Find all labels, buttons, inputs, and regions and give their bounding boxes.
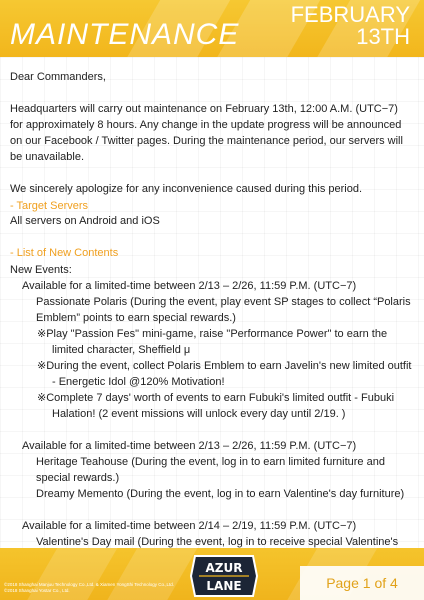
event2-period: Available for a limited-time between 2/13 – 2/26, 11:59 P.M. (UTC−7) <box>22 440 357 452</box>
target-servers-text: All servers on Android and iOS <box>10 215 160 227</box>
header-banner <box>0 0 424 57</box>
azur-lane-logo <box>189 554 259 598</box>
note-text: ※During the event, collect Polaris Emblem to earn Javelin's new limited outfit - Energetic Idol @120% Motivation! <box>37 360 412 388</box>
event1-period: Available for a limited-time between 2/13 – 2/26, 11:59 P.M. (UTC−7) <box>22 280 357 292</box>
date-month: FEBRUARY <box>290 2 410 27</box>
date-day: 13TH <box>356 24 410 49</box>
maintenance-paragraph: Headquarters will carry out maintenance on February 13th, 12:00 A.M. (UTC−7) for approximately 8 hours. Any change in the update progress will be announced on our Facebook / Twitter pages. During the maintenance period, our servers will be unavailable. <box>10 103 403 163</box>
new-contents-heading: - List of New Contents <box>10 247 119 259</box>
event3-period: Available for a limited-time between 2/14 – 2/19, 11:59 P.M. (UTC−7) <box>22 520 357 532</box>
new-events-label: New Events: <box>10 264 72 276</box>
copyright-line: ©2018 Shanghai Yostar Co., Ltd. <box>4 588 70 593</box>
note-text: ※Play "Passion Fes" mini-game, raise "Performance Power" to earn the limited character, Sheffield μ <box>37 328 388 356</box>
maintenance-date <box>290 4 410 48</box>
event1-note-minigame <box>37 326 414 358</box>
page-indicator <box>300 566 424 600</box>
page-indicator-text: Page 1 of 4 <box>326 575 398 591</box>
apology-paragraph: We sincerely apologize for any inconvenience caused during this period. <box>10 183 363 195</box>
note-text: ※Complete 7 days' worth of events to earn Fubuki's limited outfit - Fubuki Halation! (2 event missions will unlock every day until 2/19. ) <box>37 392 395 420</box>
event2-heritage-teahouse: Heritage Teahouse (During the event, log in to earn limited furniture and special rewards.) <box>36 456 385 484</box>
event1-note-fubuki <box>37 390 414 422</box>
copyright-notice <box>4 582 184 594</box>
event1-note-javelin <box>37 358 414 390</box>
greeting: Dear Commanders, <box>10 71 106 83</box>
notice-body <box>0 57 424 548</box>
event2-dreamy-memento: Dreamy Memento (During the event, log in to earn Valentine's day furniture) <box>36 488 405 500</box>
logo-top-text: AZUR <box>205 561 243 575</box>
event3-valentines-mail: Valentine's Day mail (During the event, log in to receive special Valentine's <box>36 536 399 548</box>
event1-description: Passionate Polaris (During the event, play event SP stages to collect “Polaris Emblem” points to earn special rewards.) <box>36 296 411 324</box>
maintenance-title: MAINTENANCE <box>10 18 240 51</box>
target-servers-heading: - Target Servers <box>10 200 89 212</box>
copyright-line: ©2018 Shanghai Manjuu Technology Co.,Ltd. & Xiamen YongShi Technology Co.,Ltd. <box>4 582 175 587</box>
logo-bottom-text: LANE <box>206 579 242 593</box>
